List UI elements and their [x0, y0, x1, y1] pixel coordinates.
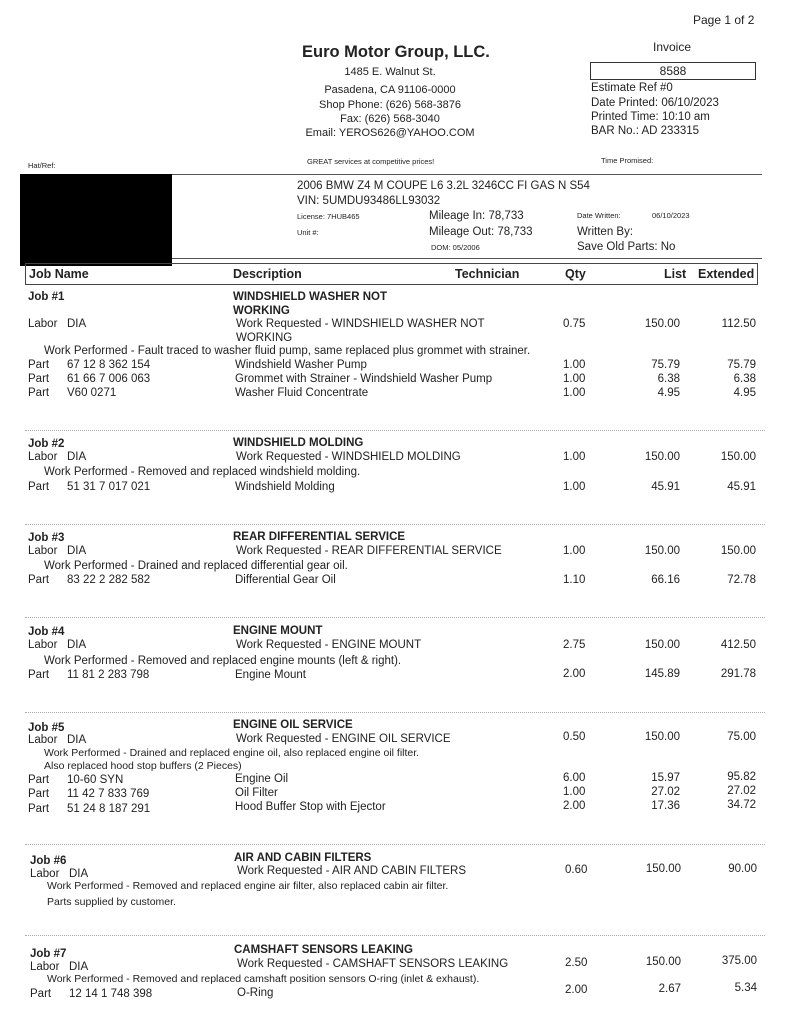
part-extended: 75.79 [727, 359, 756, 371]
part-list: 45.91 [651, 481, 680, 493]
labor-qty: 0.50 [563, 731, 586, 743]
labor-extended: 90.00 [728, 863, 757, 875]
part-type: Part [28, 387, 50, 399]
part-type: Part [28, 788, 50, 800]
job-separator [25, 524, 765, 525]
estimate-ref: Estimate Ref #0 [591, 82, 673, 94]
part-extended: 27.02 [727, 785, 756, 797]
job-title: Job #5 [28, 722, 65, 734]
part-number: 67 12 8 362 154 [67, 359, 151, 371]
printed-time: Printed Time: 10:10 am [591, 111, 710, 123]
part-qty: 2.00 [563, 668, 586, 680]
part-list: 6.38 [657, 373, 680, 385]
part-list: 145.89 [644, 668, 680, 680]
date-written-value: 06/10/2023 [652, 211, 690, 220]
part-qty: 1.10 [563, 574, 586, 586]
job-name-cont: WORKING [233, 305, 290, 317]
bar-number: BAR No.: AD 233315 [591, 125, 700, 137]
part-type: Part [30, 988, 52, 1000]
part-extended: 5.34 [734, 982, 757, 994]
part-extended: 4.95 [733, 387, 756, 399]
vehicle-license: License: 7HUB465 [297, 212, 360, 221]
written-by: Written By: [577, 226, 634, 238]
header-divider-top [172, 174, 762, 175]
labor-list: 150.00 [645, 956, 681, 968]
mileage-in: Mileage In: 78,733 [429, 210, 524, 222]
part-type: Part [28, 774, 50, 786]
col-description: Description [233, 267, 302, 281]
labor-tech: DIA [67, 318, 87, 330]
job-name: REAR DIFFERENTIAL SERVICE [233, 531, 406, 543]
part-qty: 1.00 [563, 359, 586, 371]
part-type: Part [28, 803, 50, 815]
job-title: Job #7 [30, 948, 67, 960]
shop-slogan: GREAT services at competitive prices! [307, 157, 435, 166]
labor-desc: Work Requested - REAR DIFFERENTIAL SERVICE [236, 545, 502, 557]
part-desc: Differential Gear Oil [235, 574, 336, 586]
labor-desc-cont: WORKING [236, 332, 293, 344]
col-technician: Technician [455, 267, 520, 281]
part-number: 10-60 SYN [67, 774, 124, 786]
work-performed: Work Performed - Drained and replaced engine oil, also replaced engine oil filter. [44, 747, 420, 759]
job-separator [25, 430, 765, 431]
part-qty: 1.00 [563, 786, 586, 798]
part-extended: 291.78 [720, 668, 756, 680]
labor-tech: DIA [69, 868, 89, 880]
part-type: Part [28, 373, 50, 385]
shop-fax: Fax: (626) 568-3040 [340, 113, 440, 125]
part-extended: 72.78 [727, 574, 756, 586]
date-written-label: Date Written: [577, 211, 621, 220]
part-number: 51 24 8 187 291 [67, 803, 151, 815]
labor-qty: 1.00 [563, 451, 586, 463]
part-qty: 1.00 [563, 481, 586, 493]
job-name: WINDSHIELD MOLDING [233, 437, 364, 449]
labor-list: 150.00 [644, 318, 680, 330]
part-list: 75.79 [651, 359, 680, 371]
part-qty: 6.00 [563, 772, 586, 784]
part-list: 15.97 [651, 772, 680, 784]
labor-desc: Work Requested - WINDSHIELD MOLDING [236, 451, 461, 463]
part-number: 12 14 1 748 398 [69, 988, 153, 1000]
shop-email: Email: YEROS626@YAHOO.COM [305, 127, 475, 139]
part-number: 11 81 2 283 798 [67, 669, 150, 681]
work-performed: Work Performed - Removed and replaced engine mounts (left & right). [44, 655, 402, 667]
redacted-customer-block [20, 174, 172, 266]
col-qty: Qty [565, 267, 586, 281]
labor-tech: DIA [67, 639, 87, 651]
part-list: 27.02 [651, 786, 680, 798]
part-extended: 6.38 [733, 373, 756, 385]
labor-qty: 2.75 [563, 639, 586, 651]
labor-list: 150.00 [644, 545, 680, 557]
labor-type: Labor [28, 451, 58, 463]
work-performed-cont: Also replaced hood stop buffers (2 Pieces) [44, 760, 242, 772]
col-list: List [664, 267, 687, 281]
table-header [25, 263, 758, 285]
labor-list: 150.00 [644, 451, 680, 463]
part-desc: Engine Mount [235, 669, 306, 681]
labor-type: Labor [28, 734, 58, 746]
labor-qty: 0.75 [563, 318, 586, 330]
labor-type: Labor [30, 961, 60, 973]
labor-qty: 0.60 [565, 864, 588, 876]
part-type: Part [28, 359, 50, 371]
job-name: AIR AND CABIN FILTERS [234, 852, 372, 864]
job-separator [25, 617, 765, 618]
labor-extended: 112.50 [721, 318, 756, 330]
labor-type: Labor [28, 318, 58, 330]
part-list: 2.67 [658, 983, 681, 995]
hat-ref-label: Hat/Ref: [28, 161, 56, 170]
work-performed-cont: Parts supplied by customer. [47, 896, 176, 908]
job-separator [25, 935, 765, 936]
part-desc: Hood Buffer Stop with Ejector [235, 801, 386, 813]
labor-desc: Work Requested - CAMSHAFT SENSORS LEAKING [237, 958, 509, 970]
job-title: Job #2 [28, 438, 65, 450]
labor-extended: 375.00 [721, 955, 757, 967]
labor-qty: 2.50 [565, 957, 588, 969]
part-number: 83 22 2 282 582 [67, 574, 151, 586]
labor-desc: Work Requested - ENGINE MOUNT [236, 639, 422, 651]
labor-tech: DIA [67, 451, 87, 463]
labor-desc: Work Requested - AIR AND CABIN FILTERS [237, 865, 467, 877]
shop-name: Euro Motor Group, LLC. [302, 43, 490, 61]
shop-phone: Shop Phone: (626) 568-3876 [319, 99, 461, 111]
part-number: 11 42 7 833 769 [67, 788, 150, 800]
vehicle-unit: Unit #: [297, 228, 319, 237]
part-number: V60 0271 [67, 387, 117, 399]
time-promised-label: Time Promised: [601, 156, 654, 165]
part-desc: O-Ring [237, 987, 274, 999]
labor-desc: Work Requested - ENGINE OIL SERVICE [236, 733, 451, 745]
shop-street: 1485 E. Walnut St. [344, 66, 436, 78]
part-list: 17.36 [651, 800, 680, 812]
part-desc: Engine Oil [235, 773, 289, 785]
labor-tech: DIA [67, 734, 87, 746]
job-title: Job #3 [28, 532, 65, 544]
part-desc: Windshield Washer Pump [235, 359, 367, 371]
part-qty: 1.00 [563, 387, 586, 399]
part-desc: Windshield Molding [235, 481, 335, 493]
part-desc: Washer Fluid Concentrate [235, 387, 369, 399]
part-desc: Oil Filter [235, 787, 278, 799]
part-qty: 1.00 [563, 373, 586, 385]
labor-extended: 150.00 [720, 545, 756, 557]
work-performed: Work Performed - Removed and replaced camshaft position sensors O-ring (inlet & exhaust). [47, 973, 480, 985]
part-type: Part [28, 481, 50, 493]
labor-type: Labor [28, 545, 58, 557]
shop-city: Pasadena, CA 91106-0000 [324, 84, 456, 96]
part-list: 66.16 [651, 574, 680, 586]
invoice-number: 8588 [590, 62, 756, 80]
labor-tech: DIA [67, 545, 87, 557]
job-separator [25, 844, 765, 845]
save-old-parts: Save Old Parts: No [577, 241, 676, 253]
col-extended: Extended [698, 267, 755, 281]
header-divider-bottom [172, 258, 762, 259]
job-name: WINDSHIELD WASHER NOT [233, 291, 387, 303]
work-performed: Work Performed - Fault traced to washer fluid pump, same replaced plus grommet with strainer. [44, 345, 531, 357]
work-performed: Work Performed - Drained and replaced differential gear oil. [44, 560, 348, 572]
labor-tech: DIA [69, 961, 89, 973]
labor-extended: 75.00 [727, 731, 756, 743]
labor-list: 150.00 [644, 731, 680, 743]
page-indicator: Page 1 of 2 [693, 13, 755, 27]
labor-list: 150.00 [644, 639, 680, 651]
part-list: 4.95 [657, 387, 680, 399]
part-number: 51 31 7 017 021 [67, 481, 151, 493]
job-name: ENGINE OIL SERVICE [233, 719, 353, 731]
job-separator [25, 712, 765, 713]
vehicle-description: 2006 BMW Z4 M COUPE L6 3.2L 3246CC FI GAS N S54 [297, 180, 590, 192]
labor-extended: 150.00 [720, 451, 756, 463]
labor-extended: 412.50 [720, 639, 756, 651]
part-type: Part [28, 669, 50, 681]
work-performed: Work Performed - Removed and replaced engine air filter, also replaced cabin air filter. [47, 880, 449, 892]
labor-qty: 1.00 [563, 545, 586, 557]
labor-type: Labor [28, 639, 58, 651]
labor-list: 150.00 [645, 863, 681, 875]
part-qty: 2.00 [563, 800, 586, 812]
job-title: Job #1 [28, 291, 65, 303]
part-extended: 34.72 [727, 799, 756, 811]
part-number: 61 66 7 006 063 [67, 373, 151, 385]
job-name: ENGINE MOUNT [233, 625, 323, 637]
invoice-label: Invoice [652, 40, 692, 54]
part-desc: Grommet with Strainer - Windshield Washer Pump [235, 373, 493, 385]
part-extended: 45.91 [727, 481, 756, 493]
date-printed: Date Printed: 06/10/2023 [591, 97, 719, 109]
part-extended: 95.82 [727, 771, 756, 783]
vehicle-dom: DOM: 05/2006 [431, 243, 480, 252]
vehicle-vin: VIN: 5UMDU93486LL93032 [297, 195, 441, 207]
mileage-out: Mileage Out: 78,733 [429, 226, 533, 238]
col-job-name: Job Name [29, 267, 89, 281]
labor-type: Labor [30, 868, 60, 880]
labor-desc: Work Requested - WINDSHIELD WASHER NOT [236, 318, 485, 330]
job-title: Job #4 [28, 626, 65, 638]
job-name: CAMSHAFT SENSORS LEAKING [234, 944, 413, 956]
part-type: Part [28, 574, 50, 586]
part-qty: 2.00 [565, 984, 588, 996]
job-title: Job #6 [30, 855, 67, 867]
work-performed: Work Performed - Removed and replaced windshield molding. [44, 466, 361, 478]
